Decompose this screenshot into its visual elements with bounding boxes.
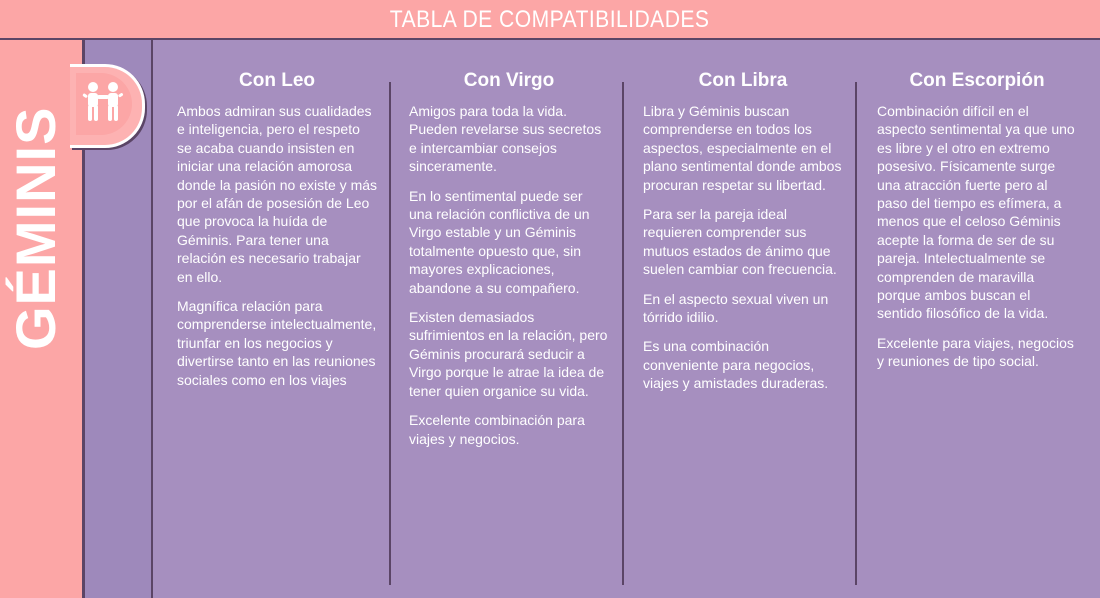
- page-title: TABLA DE COMPATIBILIDADES: [390, 6, 710, 33]
- strip-divider: [151, 40, 153, 598]
- column-title: Con Libra: [698, 70, 788, 91]
- column-title: Con Leo: [239, 70, 315, 91]
- column-paragraph: Para ser la pareja ideal requieren comprender sus mutuos estados de ánimo que suelen cambiar con frecuencia.: [643, 206, 837, 278]
- gemini-twins-icon: [80, 79, 126, 125]
- column-paragraph: Excelente combinación para viajes y negocios.: [409, 412, 585, 447]
- column-divider: [622, 82, 624, 585]
- column-virgo: [409, 70, 609, 459]
- column-leo: [177, 70, 377, 400]
- column-paragraph: En lo sentimental puede ser una relación conflictiva de un Virgo estable y un Géminis totalmente opuesto que, sin mayores explicaciones, abandone a su compañero.: [409, 187, 590, 296]
- column-paragraph: Ambos admiran sus cualidades e inteligencia, pero el respeto se acaba cuando insisten en iniciar una relación amorosa donde la pasión no existe y más por el afán de posesión de Leo que provoca la huída de Géminis. Para tener una relación es necesario trabajar en ello.: [177, 103, 378, 285]
- column-paragraph: Es una combinación conveniente para negocios, viajes y amistades duraderas.: [643, 338, 829, 392]
- column-paragraph: En el aspecto sexual viven un tórrido idilio.: [643, 290, 829, 326]
- column-libra: [643, 70, 843, 404]
- header-bar: [0, 0, 1100, 40]
- column-divider: [855, 82, 857, 585]
- column-divider: [389, 82, 391, 585]
- sign-name: GÉMINIS: [4, 106, 67, 350]
- sign-badge: [70, 64, 145, 148]
- column-paragraph: Combinación difícil en el aspecto sentimental ya que uno es libre y el otro en extremo posesivo. Físicamente surge una atracción fuerte pero al paso del tiempo es efímera, a menos que el celoso Géminis acepte la forma de ser de su pareja. Intelectualmente se comprenden de maravilla porque ambos buscan el sentido filosófico de la vida.: [877, 103, 1075, 322]
- column-escorpion: [877, 70, 1077, 382]
- column-paragraph: Libra y Géminis buscan comprenderse en todos los aspectos, especialmente en el plano sentimental donde ambos procuran respetar su libertad.: [643, 103, 842, 193]
- column-paragraph: Existen demasiados sufrimientos en la relación, pero Géminis procurará seducir a Virgo porque le atrae la idea de tener quien organice su vida.: [409, 309, 608, 399]
- column-paragraph: Magnífica relación para comprenderse intelectualmente, triunfar en los negocios y divertirse tanto en las reuniones sociales como en los viajes: [177, 298, 377, 388]
- column-title: Con Virgo: [463, 70, 555, 91]
- column-paragraph: Excelente para viajes, negocios y reuniones de tipo social.: [877, 334, 1074, 370]
- column-title: Con Escorpión: [909, 70, 1045, 91]
- column-paragraph: Amigos para toda la vida. Pueden revelarse sus secretos e intercambiar consejos sinceramente.: [409, 103, 602, 175]
